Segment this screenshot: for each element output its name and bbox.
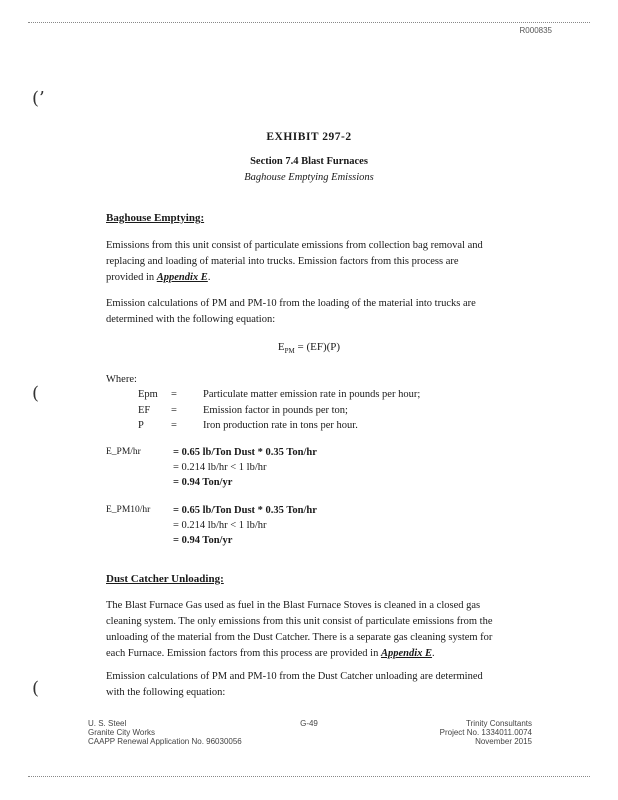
bates-number: R000835 (519, 26, 552, 35)
equation-rhs: = (EF)(P) (294, 341, 341, 353)
text-line (106, 270, 516, 286)
calc-line: = 0.65 lb/Ton Dust * 0.35 Ton/hr (173, 447, 317, 458)
calc-line: = 0.214 lb/hr < 1 lb/hr (173, 520, 267, 531)
text-fragment: provided in (106, 272, 157, 283)
text-fragment: . (432, 648, 435, 659)
footer-line: Project No. 1334011.0074 (439, 728, 532, 737)
dustcatcher-paragraph-2 (106, 669, 516, 701)
text-line: Emission calculations of PM and PM-10 from the loading of the material into trucks are (106, 298, 476, 309)
equation-lhs: E (277, 341, 285, 353)
appendix-link: Appendix E (156, 272, 208, 283)
dustcatcher-paragraph-1 (106, 598, 516, 662)
footer-line: CAAPP Renewal Application No. 96030056 (88, 737, 242, 746)
calc-pm-label: E_PM/hr (106, 447, 141, 457)
calc-line: = 0.214 lb/hr < 1 lb/hr (173, 462, 267, 473)
var-equals: = (171, 420, 177, 431)
where-label: Where: (106, 374, 137, 385)
footer-page-number: G-49 (300, 719, 318, 728)
var-description: Particulate matter emission rate in pounds per hour; (203, 389, 421, 400)
text-line: replacing and loading of material into trucks. Emission factors from this process are (106, 256, 459, 267)
text-line: The Blast Furnace Gas used as fuel in the Blast Furnace Stoves is cleaned in a closed gas (106, 600, 481, 611)
margin-mark: ( (32, 678, 40, 699)
var-description: Emission factor in pounds per ton; (203, 405, 348, 416)
baghouse-heading: Baghouse Emptying: (106, 212, 205, 224)
calc-pm10-label: E_PM10/hr (106, 505, 151, 515)
text-fragment: each Furnace. Emission factors from this process are provided in (106, 648, 381, 659)
text-line: Emissions from this unit consist of particulate emissions from collection bag removal and (106, 240, 483, 251)
footer-line: U. S. Steel (88, 719, 127, 728)
appendix-link: Appendix E (380, 648, 433, 659)
var-description: Iron production rate in tons per hour. (203, 420, 358, 431)
emission-equation (0, 341, 618, 355)
var-symbol: EF (138, 405, 151, 416)
margin-mark: (’ (32, 88, 45, 109)
var-symbol: P (138, 420, 144, 431)
equation-subscript: PM (284, 347, 295, 356)
var-equals: = (171, 405, 177, 416)
text-line: with the following equation: (106, 687, 226, 698)
text-line: determined with the following equation: (106, 314, 276, 325)
scan-edge-top (28, 22, 590, 23)
text-line: unloading of the material from the Dust Catcher. There is a separate gas cleaning system for (106, 632, 493, 643)
dustcatcher-heading: Dust Catcher Unloading: (106, 573, 224, 585)
margin-mark: ( (32, 383, 40, 404)
scan-edge-bottom (28, 776, 590, 777)
calc-line: = 0.94 Ton/yr (173, 477, 233, 488)
footer-line: Granite City Works (88, 728, 155, 737)
exhibit-title: EXHIBIT 297-2 (266, 131, 352, 143)
section-subtitle: Baghouse Emptying Emissions (244, 172, 374, 183)
text-line: Emission calculations of PM and PM-10 from the Dust Catcher unloading are determined (106, 671, 483, 682)
var-equals: = (171, 389, 177, 400)
baghouse-paragraph-1 (106, 238, 516, 286)
var-symbol: Epm (138, 389, 158, 400)
calc-line: = 0.94 Ton/yr (173, 535, 233, 546)
calc-line: = 0.65 lb/Ton Dust * 0.35 Ton/hr (173, 505, 317, 516)
footer-right (440, 719, 532, 746)
text-line (106, 646, 516, 662)
footer-line: November 2015 (475, 737, 532, 746)
text-fragment: . (207, 272, 211, 283)
footer-line: Trinity Consultants (466, 719, 532, 728)
text-line: cleaning system. The only emissions from this unit consist of particulate emissions from the (106, 616, 493, 627)
baghouse-paragraph-2 (106, 296, 516, 328)
section-title: Section 7.4 Blast Furnaces (250, 156, 368, 167)
